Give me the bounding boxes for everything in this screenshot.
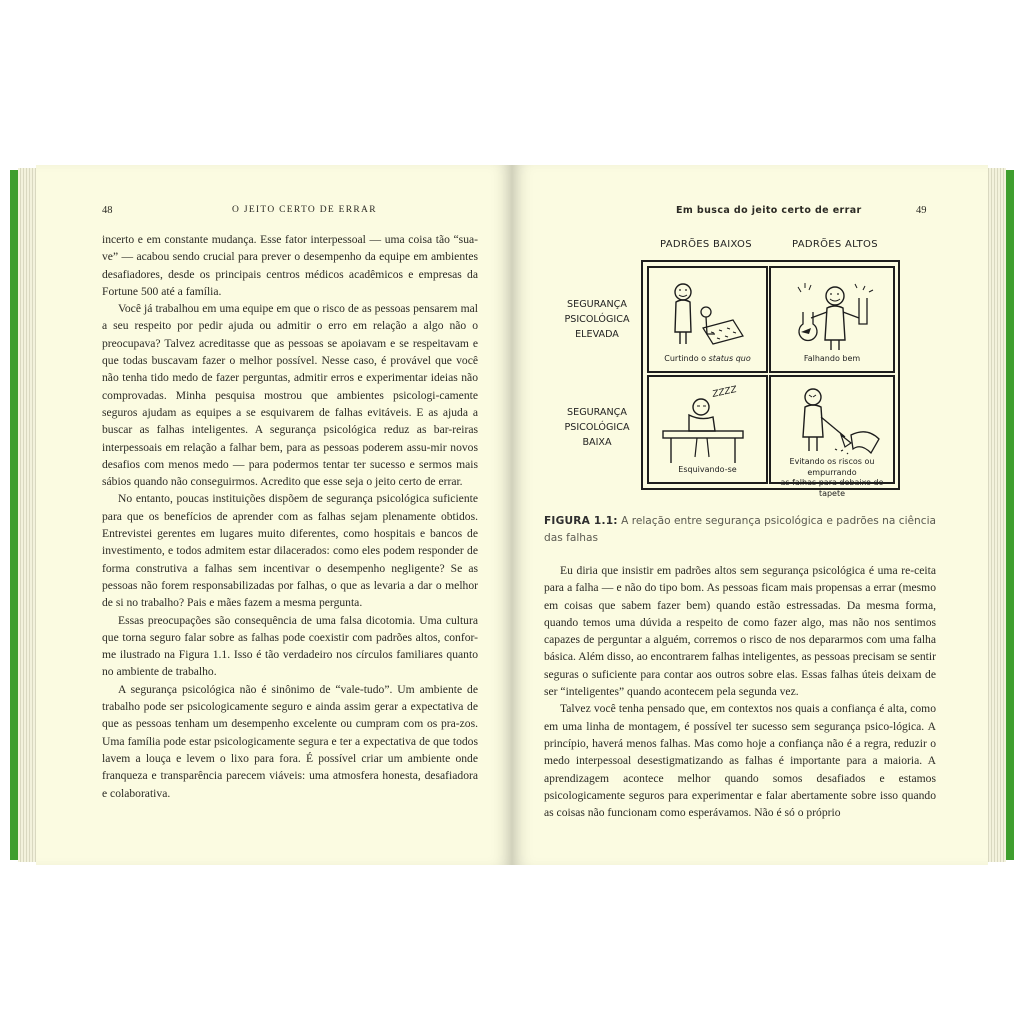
book-cover-edge-right: [1006, 170, 1014, 860]
row-label-high-line3: ELEVADA: [575, 329, 619, 340]
right-paragraph-1: Eu diria que insistir em padrões altos sem segurança psicológica é uma re-ceita para a falha — e não do tipo bom. As pessoas ficam mais propensas a errar (mesmo em coisas que sabem fazer bem) quando estão estressadas. Da mesma forma, quando temos uma dúvida a respeito de como fazer algo, mas não nos sentimos capazes de perguntar a alguém, corremos o risco de nos depararmos com uma falha básica. Além disso, ao encontrarem falhas inteligentes, as pessoas precisam se sentir seguras o suficiente para contar aos outros sobre elas. Essas falhas úteis deixam de ser “inteligentes” quando acontecem pela segunda vez.: [544, 564, 936, 699]
figure-caption: [544, 513, 944, 547]
caption-failing-well: Falhando bem: [803, 354, 861, 363]
caption-comfort-italic: status quo: [708, 354, 751, 363]
row-label-low-line3: BAIXA: [582, 437, 612, 448]
quadrant-hiding-failures: [769, 375, 895, 498]
quadrant-comfort-zone: [647, 266, 768, 373]
row-label-high-line2: PSICOLÓGICA: [564, 314, 630, 325]
left-running-head: O JEITO CERTO DE ERRAR: [232, 205, 377, 215]
caption-hiding-line1: Evitando os riscos ou empurrando: [789, 457, 875, 477]
quadrant-failing-well: [769, 266, 895, 373]
left-paragraph-3: No entanto, poucas instituições dispõem de segurança psicológica suficiente para que os benefícios de aprender com as falhas sejam plenamente obtidos. Entrevistei gerentes em lugares muito diferentes, como hospitais e bancos de investimento, e todos admitem estar dilacerados: como eles podem responder de forma construtiva a falhas sem incentivar o desempenho negligente? Se as pessoas não forem responsabilizadas por falhas, o que as levaria a dar o melhor de si no trabalho? Pais e mães fazem a mesma pergunta.: [102, 492, 478, 610]
right-running-head: Em busca do jeito certo de errar: [676, 205, 862, 216]
row-label-low-line2: PSICOLÓGICA: [564, 422, 630, 433]
figure-caption-text: A relação entre segurança psicológica e padrões na ciência das falhas: [544, 515, 937, 544]
figure-caption-lead: FIGURA 1.1:: [544, 515, 618, 527]
row-label-low-line1: SEGURANÇA: [567, 407, 627, 418]
caption-hiding-failures: [771, 457, 893, 499]
col-label-low-standards: PADRÕES BAIXOS: [660, 239, 752, 250]
page-stack-left: [18, 168, 38, 862]
caption-comfort-prefix: Curtindo o: [664, 354, 709, 363]
caption-comfort-zone: [649, 354, 766, 365]
quadrant-grid: [641, 260, 900, 498]
col-label-high-standards: PADRÕES ALTOS: [792, 239, 878, 250]
left-page: [36, 165, 512, 865]
left-paragraph-1: incerto e em constante mudança. Esse fator interpessoal — uma coisa tão “sua-ve” — acabou sendo crucial para prever o desempenho da equipe em ambientes desafiadores, desde os principais centros médicos acadêmicos e empresas da Fortune 500 até a família.: [102, 233, 478, 298]
left-body-text: [102, 231, 478, 802]
right-page: [512, 165, 988, 865]
left-paragraph-4: Essas preocupações são consequência de uma falsa dicotomia. Uma cultura que torna seguro falar sobre as falhas pode coexistir com padrões altos, confor-me ilustrado na Figura 1.1. Isso é tão verdadeiro nos círculos familiares quanto no ambiente de trabalho.: [102, 613, 478, 679]
right-body-text: [544, 562, 936, 821]
row-label-high-safety: [562, 297, 632, 342]
right-page-number: 49: [916, 205, 927, 216]
left-paragraph-2: Você já trabalhou em uma equipe em que o risco de as pessoas pensarem mal a seu respeito por pedir ajuda ou admitir o erro em relação a algo não o preocupava? Talvez acreditasse que as pessoas se apoiavam e se respeitavam e que todas buscavam fazer o melhor possível. Nesse caso, é provável que você não tenha tido medo de fazer perguntas, admitir erros e experimentar ideias não comprovadas. Minha pesquisa mostrou que ambientes psicologi-camente seguros ajudam as equipes a se esquivarem de falhas evitáveis. E as ajuda a buscar as falhas inteligentes. A segurança psicológica reduz as bar-reiras interpessoais em relação a falhar bem, para as pessoas poderem assu-mir novos desafios com menos medo — para podermos tentar ter sucesso e sermos mais sábios quando não conseguirmos. Acredito que esse seja o jeito certo de errar.: [102, 302, 478, 489]
left-page-number: 48: [102, 205, 113, 216]
quadrant-avoiding: [647, 375, 768, 484]
page-stack-right: [986, 168, 1006, 862]
sleep-zzz-text: ZZZZ: [711, 385, 738, 400]
caption-hiding-line2: as falhas para debaixo do tapete: [780, 478, 884, 498]
figure-1-1: [562, 235, 942, 498]
row-label-high-line1: SEGURANÇA: [567, 299, 627, 310]
right-paragraph-2: Talvez você tenha pensado que, em contextos nos quais a confiança é alta, como em uma linha de montagem, é possível ter sucesso sem segurança psico-lógica. A princípio, haverá menos falhas. Mas como hoje a confiança não é a regra, reduzir o medo interpessoal desestigmatizando as falhas é importante para a maioria. A aprendizagem acontece melhor quando somos desafiados e estamos psicologicamente seguros para experimentar e falar abertamente sobre isso quando as coisas não funcionam como esperávamos. Não é só o próprio: [544, 702, 936, 820]
book-cover-edge-left: [10, 170, 18, 860]
caption-avoiding: Esquivando-se: [678, 465, 737, 474]
row-label-low-safety: [562, 405, 632, 450]
left-paragraph-5: A segurança psicológica não é sinônimo de “vale-tudo”. Um ambiente de trabalho pode ser psicologicamente seguro e ainda assim gerar a expectativa de que as pessoas tenham um desempenho excelente ou cumpram com os pra-zos. Uma família pode estar psicologicamente segura e ter a expectativa de que todos lavem a louça e levem o lixo para fora. É possível criar um ambiente onde franqueza e transparência parecem viáveis: uma atmosfera honesta, desafiadora e colaborativa.: [102, 682, 478, 800]
